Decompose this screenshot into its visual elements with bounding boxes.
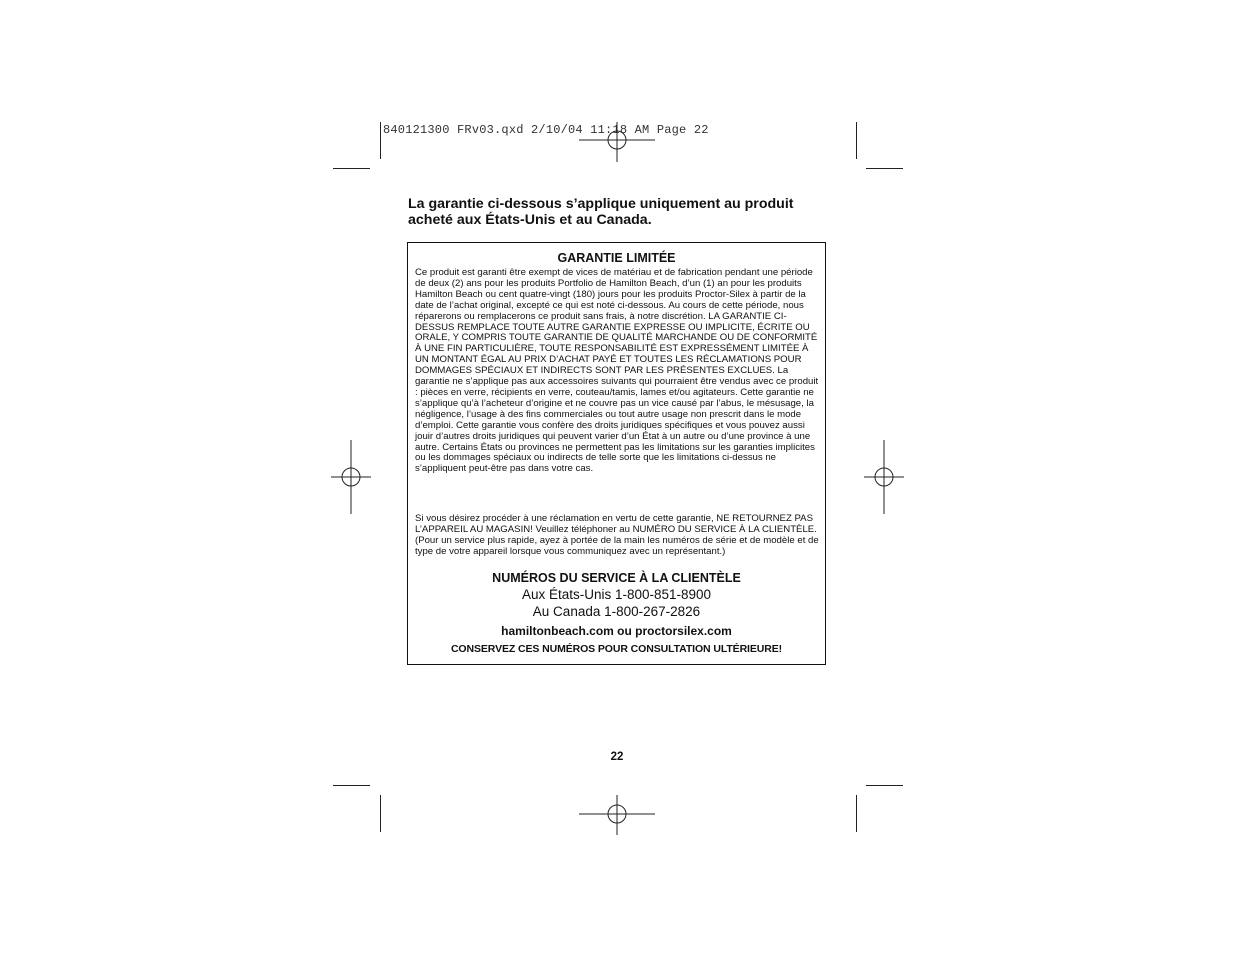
crop-mark-top-left-horizontal	[333, 168, 370, 169]
registration-mark-bottom-icon	[579, 795, 655, 835]
keep-numbers-notice: CONSERVEZ CES NUMÉROS POUR CONSULTATION ULTÉRIEURE!	[450, 643, 783, 655]
phone-us: Aux États-Unis 1-800-851-8900	[521, 587, 712, 602]
warranty-paragraph-terms: Ce produit est garanti être exempt de vices de matériau et de fabrication pendant une période de deux (2) ans pour les produits Portfolio de Hamilton Beach, d’un (1) an pour les produits Hamilton Beach ou cent quatre-vingt (180) jours pour les produits Proctor-Silex à partir de la date de l’achat original, excepté ce qui est noté ci-dessous. Au cours de cette période, nous réparerons ou remplacerons ce produit sans frais, à notre discrétion. LA GARANTIE CI-DESSUS REMPLACE TOUTE AUTRE GARANTIE EXPRESSE OU IMPLICITE, ÉCRITE OU ORALE, Y COMPRIS TOUTE GARANTIE DE QUALITÉ MARCHANDE OU DE CONFORMITÉ À UNE FIN PARTICULIÈRE, TOUTE RESPONSABILITÉ EST EXPRESSÉMENT LIMITÉE À UN MONTANT ÉGAL AU PRIX D’ACHAT PAYÉ ET TOUTES LES RÉCLAMATIONS POUR DOMMAGES SPÉCIAUX ET INDIRECTS SONT PAR LES PRÉSENTES EXCLUES. La garantie ne s’applique pas aux accessoires suivants qui pourraient être vendus avec ce produit : pièces en verre, récipients en verre, couteau/tamis, lames et/ou agitateurs. Cette garantie ne s’applique qu’à l’acheteur d’origine et ne couvre pas un vice causé par l’abus, le mésusage, la négligence, l’usage à des fins commerciales ou tout autre usage non prescrit dans le mode d’emploi. Cette garantie vous confère des droits juridiques spécifiques et vous pouvez aussi jouir d’autres droits juridiques qui peuvent varier d’un État à un autre ou d’une province à une autre. Certains États ou provinces ne permettent pas les limitations sur les garanties implicites ou les dommages spéciaux ou indirects de telle sorte que les limitations ci-dessus ne s’appliquent peut-être pas dans votre cas.	[415, 267, 819, 475]
registration-mark-right-icon	[864, 440, 904, 514]
phone-canada: Au Canada 1-800-267-2826	[532, 604, 701, 619]
warranty-paragraph-claims: Si vous désirez procéder à une réclamation en vertu de cette garantie, NE RETOURNEZ PAS L’APPAREIL AU MAGASIN! Veuillez téléphoner au NUMÉRO DU SERVICE À LA CLIENTÈLE. (Pour un service plus rapide, ayez à portée de la main les numéros de série et de modèle et de type de votre appareil lorsque vous communiquez avec un représentant.)	[415, 513, 819, 557]
crop-mark-top-right-vertical	[856, 122, 857, 159]
crop-mark-bottom-left-vertical	[380, 795, 381, 832]
crop-mark-bottom-right-horizontal	[866, 785, 903, 786]
warranty-box	[407, 242, 826, 665]
crop-mark-top-left-vertical	[380, 122, 381, 159]
crop-mark-bottom-right-vertical	[856, 795, 857, 832]
page-number: 22	[610, 751, 624, 763]
crop-mark-bottom-left-horizontal	[333, 785, 370, 786]
website-text: hamiltonbeach.com ou proctorsilex.com	[501, 624, 732, 638]
printer-slug: 840121300 FRv03.qxd 2/10/04 11:18 AM Page 22	[383, 123, 709, 137]
crop-mark-top-right-horizontal	[866, 168, 903, 169]
page-heading: La garantie ci-dessous s’applique uniquement au produit acheté aux États-Unis et au Canada.	[408, 196, 794, 228]
warranty-title: GARANTIE LIMITÉE	[557, 251, 676, 265]
registration-mark-left-icon	[331, 440, 371, 514]
customer-service-title: NUMÉROS DU SERVICE À LA CLIENTÈLE	[492, 571, 741, 585]
registration-mark-top-icon	[579, 122, 655, 162]
